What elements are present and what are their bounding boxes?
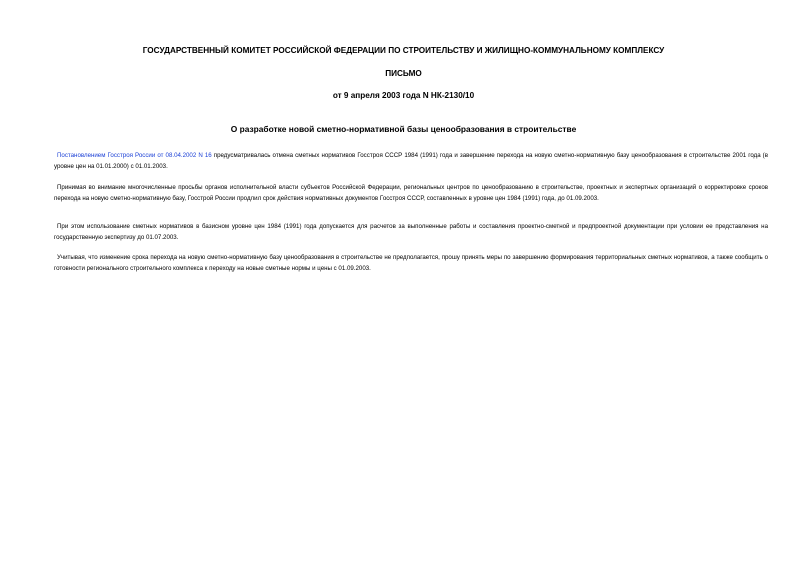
paragraph-1-text: предусматривалась отмена сметных нормативов Госстроя СССР 1984 (1991) года и завершение перехода на новую сметно-нормативную базу ценообразования в строительстве 2001 года (в уровне цен на 01.01.2000) с 01.01.2003. [54, 152, 768, 170]
issuing-agency: ГОСУДАРСТВЕННЫЙ КОМИТЕТ РОССИЙСКОЙ ФЕДЕРАЦИИ ПО СТРОИТЕЛЬСТВУ И ЖИЛИЩНО-КОММУНАЛЬНОМУ КОМПЛЕКСУ [142, 46, 665, 55]
paragraph-3: При этом использование сметных нормативов в базисном уровне цен 1984 (1991) года допускается для расчетов за выполненные работы и составления проектно-сметной и предпроектной документации при условии ее представления на государственную экспертизу до 01.07.2003. [54, 223, 768, 241]
paragraph-2: Принимая во внимание многочисленные просьбы органов исполнительной власти субъектов Российской Федерации, региональных центров по ценообразованию в строительстве, проектных и экспертных организаций о корректировке сроков перехода на новую сметно-нормативную базу, Госстрой России продлил срок действия нормативных документов Госстроя СССР, составленных в уровне цен 1984 (1991) года, до 01.09.2003. [54, 184, 768, 202]
paragraph-1 [54, 151, 768, 172]
decree-link[interactable]: Постановлением Госстроя России от 08.04.2002 N 16 [57, 152, 212, 159]
document-date-number: от 9 апреля 2003 года N НК-2130/10 [332, 91, 475, 100]
paragraph-4: Учитывая, что изменение срока перехода на новую сметно-нормативную базу ценообразования в строительстве не предполагается, прошу принять меры по завершению формирования территориальных сметных нормативов, а также сообщить о готовности регионального строительного комплекса к переходу на новые сметные нормы и цены с 01.09.2003. [54, 254, 768, 272]
document-type: ПИСЬМО [385, 69, 422, 78]
document-subject: О разработке новой сметно-нормативной базы ценообразования в строительстве [230, 124, 577, 134]
